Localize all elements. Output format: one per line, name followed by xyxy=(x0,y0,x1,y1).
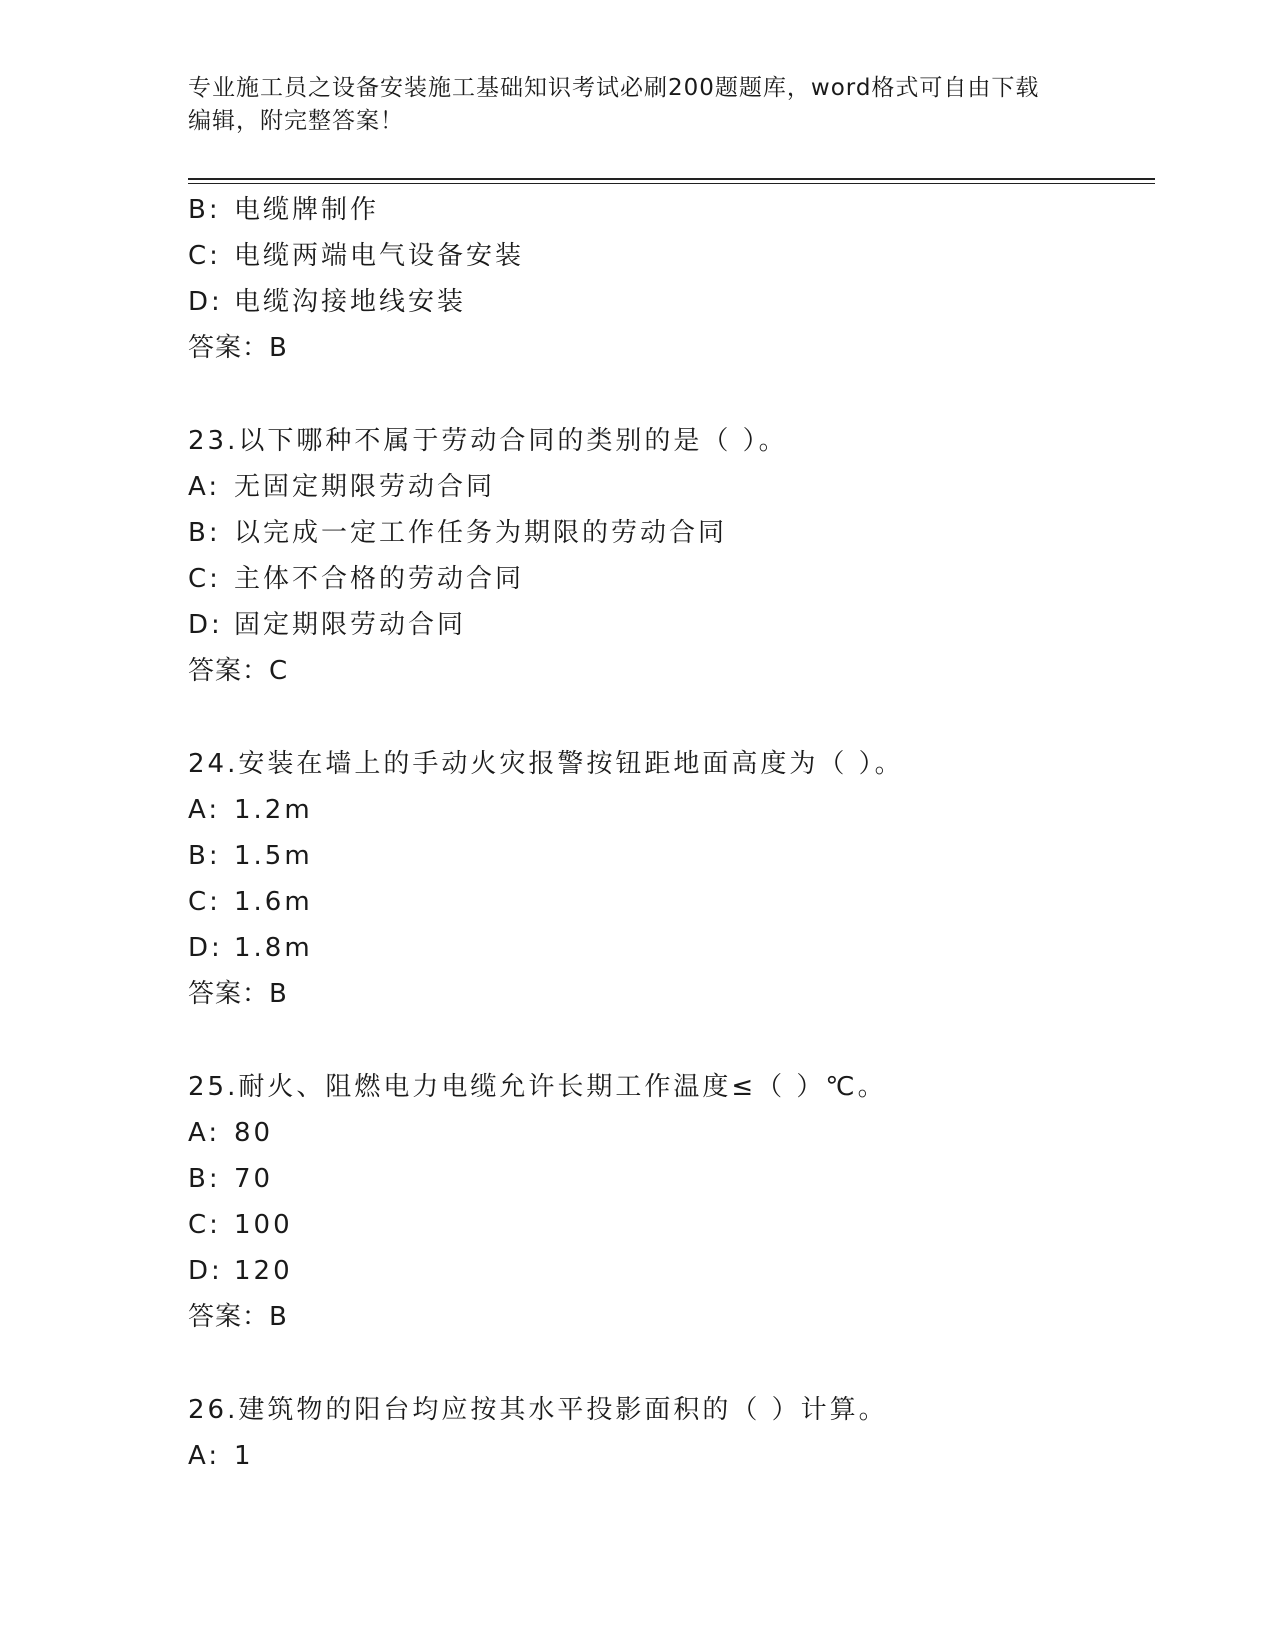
option-d xyxy=(188,1248,1148,1294)
document-header xyxy=(188,72,1088,138)
option-text: 主体不合格的劳动合同 xyxy=(234,564,525,594)
option-a xyxy=(188,464,1148,510)
option-a xyxy=(188,787,1148,833)
option-b xyxy=(188,833,1148,879)
question-24 xyxy=(188,741,1148,1017)
option-text: 电缆两端电气设备安装 xyxy=(234,241,525,271)
option-text: 1.5m xyxy=(234,841,313,871)
option-a xyxy=(188,1110,1148,1156)
answer-line: 答案：C xyxy=(188,656,289,686)
option-key: D: xyxy=(188,933,223,963)
option-text: 固定期限劳动合同 xyxy=(234,610,467,640)
option-text: 1.2m xyxy=(234,795,313,825)
option-d xyxy=(188,602,1148,648)
option-b xyxy=(188,510,1148,556)
option-c xyxy=(188,233,1148,279)
question-stem: 23.以下哪种不属于劳动合同的类别的是（ ）。 xyxy=(188,426,788,456)
option-key: B: xyxy=(188,195,221,225)
header-divider-thick xyxy=(188,178,1155,180)
option-c xyxy=(188,879,1148,925)
option-key: C: xyxy=(188,1210,221,1240)
option-key: A: xyxy=(188,1441,221,1471)
option-text: 70 xyxy=(234,1164,274,1194)
option-key: B: xyxy=(188,841,221,871)
header-title-line-2: 编辑，附完整答案！ xyxy=(188,108,404,134)
option-c xyxy=(188,1202,1148,1248)
option-key: D: xyxy=(188,1256,223,1286)
option-key: A: xyxy=(188,472,221,502)
option-text: 以完成一定工作任务为期限的劳动合同 xyxy=(234,518,728,548)
header-title-line-1: 专业施工员之设备安装施工基础知识考试必刷200题题库，word格式可自由下载 xyxy=(188,75,1040,101)
option-text: 电缆牌制作 xyxy=(234,195,380,225)
option-text: 100 xyxy=(234,1210,293,1240)
option-text: 120 xyxy=(234,1256,293,1286)
answer-line: 答案：B xyxy=(188,333,288,363)
option-key: C: xyxy=(188,887,221,917)
question-22-continued xyxy=(188,187,1148,371)
question-25 xyxy=(188,1064,1148,1340)
option-text: 电缆沟接地线安装 xyxy=(234,287,467,317)
option-text: 1 xyxy=(234,1441,254,1471)
question-stem: 26.建筑物的阳台均应按其水平投影面积的（ ）计算。 xyxy=(188,1395,888,1425)
option-key: A: xyxy=(188,1118,221,1148)
option-c xyxy=(188,556,1148,602)
option-d xyxy=(188,925,1148,971)
option-text: 80 xyxy=(234,1118,274,1148)
option-key: D: xyxy=(188,287,223,317)
option-key: A: xyxy=(188,795,221,825)
option-key: D: xyxy=(188,610,223,640)
question-stem: 25.耐火、阻燃电力电缆允许长期工作温度≤（ ）℃。 xyxy=(188,1072,887,1102)
question-stem: 24.安装在墙上的手动火灾报警按钮距地面高度为（ ）。 xyxy=(188,749,904,779)
answer-line: 答案：B xyxy=(188,1302,288,1332)
question-list xyxy=(188,187,1148,1479)
option-key: B: xyxy=(188,1164,221,1194)
option-key: B: xyxy=(188,518,221,548)
option-key: C: xyxy=(188,564,221,594)
question-26 xyxy=(188,1387,1148,1479)
option-b xyxy=(188,1156,1148,1202)
option-a xyxy=(188,1433,1148,1479)
option-key: C: xyxy=(188,241,221,271)
option-d xyxy=(188,279,1148,325)
option-text: 1.6m xyxy=(234,887,313,917)
question-23 xyxy=(188,418,1148,694)
header-divider-thin xyxy=(188,183,1155,184)
answer-line: 答案：B xyxy=(188,979,288,1009)
option-b xyxy=(188,187,1148,233)
option-text: 1.8m xyxy=(234,933,313,963)
option-text: 无固定期限劳动合同 xyxy=(234,472,496,502)
